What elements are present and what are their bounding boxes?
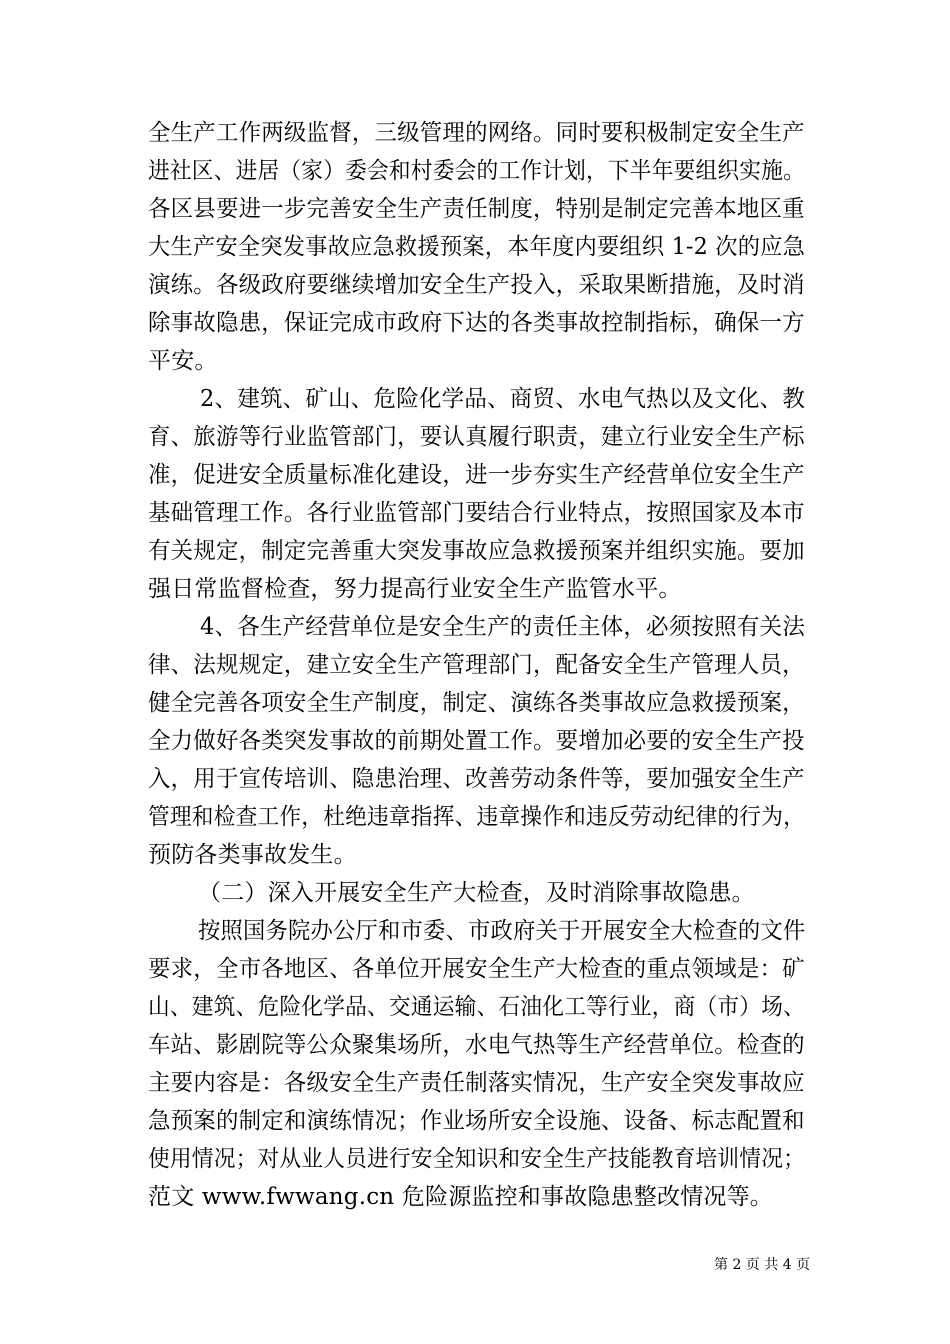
text-line: 要求，全市各地区、各单位开展安全生产大检查的重点领域是：矿 bbox=[148, 956, 805, 982]
text-line: 范文 www.fwwang.cn 危险源监控和事故隐患整改情况等。 bbox=[148, 1184, 774, 1210]
text-line: 有关规定，制定完善重大突发事故应急救援预案并组织实施。要加 bbox=[148, 538, 805, 564]
text-line: 各区县要进一步完善安全生产责任制度，特别是制定完善本地区重 bbox=[148, 196, 805, 222]
text-line: 预防各类事故发生。 bbox=[148, 842, 357, 868]
text-line: 入，用于宣传培训、隐患治理、改善劳动条件等，要加强安全生产 bbox=[148, 766, 805, 792]
text-line: 主要内容是：各级安全生产责任制落实情况，生产安全突发事故应 bbox=[148, 1070, 805, 1096]
text-line: 强日常监督检查，努力提高行业安全生产监管水平。 bbox=[148, 576, 682, 602]
text-line: 律、法规规定，建立安全生产管理部门，配备安全生产管理人员， bbox=[148, 652, 805, 678]
text-line: 全生产工作两级监督，三级管理的网络。同时要积极制定安全生产 bbox=[148, 120, 805, 146]
paragraph-start-line: 4、各生产经营单位是安全生产的责任主体，必须按照有关法 bbox=[200, 614, 806, 640]
text-line: 基础管理工作。各行业监管部门要结合行业特点，按照国家及本市 bbox=[148, 500, 805, 526]
page-number: 第 2 页 共 4 页 bbox=[714, 1257, 811, 1273]
text-line: 车站、影剧院等公众聚集场所，水电气热等生产经营单位。检查的 bbox=[148, 1032, 805, 1058]
text-line: 大生产安全突发事故应急救援预案，本年度内要组织 1-2 次的应急 bbox=[148, 234, 806, 260]
text-line: 平安。 bbox=[148, 348, 218, 374]
paragraph-start-line: 按照国务院办公厅和市委、市政府关于开展安全大检查的文件 bbox=[198, 918, 806, 944]
text-line: 健全完善各项安全生产制度，制定、演练各类事故应急救援预案， bbox=[148, 690, 805, 716]
text-line: 进社区、进居（家）委会和村委会的工作计划，下半年要组织实施。 bbox=[148, 158, 805, 184]
section-heading: （二）深入开展安全生产大检查，及时消除事故隐患。 bbox=[198, 880, 755, 906]
text-line: 管理和检查工作，杜绝违章指挥、违章操作和违反劳动纪律的行为， bbox=[148, 804, 805, 830]
text-line: 除事故隐患，保证完成市政府下达的各类事故控制指标，确保一方 bbox=[148, 310, 805, 336]
text-line: 育、旅游等行业监管部门，要认真履行职责，建立行业安全生产标 bbox=[148, 424, 805, 450]
text-line: 急预案的制定和演练情况；作业场所安全设施、设备、标志配置和 bbox=[148, 1108, 805, 1134]
text-line: 演练。各级政府要继续增加安全生产投入，采取果断措施，及时消 bbox=[148, 272, 805, 298]
text-line: 山、建筑、危险化学品、交通运输、石油化工等行业，商（市）场、 bbox=[148, 994, 805, 1020]
paragraph-start-line: 2、建筑、矿山、危险化学品、商贸、水电气热以及文化、教 bbox=[200, 386, 806, 412]
text-line: 准，促进安全质量标准化建设，进一步夯实生产经营单位安全生产 bbox=[148, 462, 805, 488]
text-line: 全力做好各类突发事故的前期处置工作。要增加必要的安全生产投 bbox=[148, 728, 805, 754]
text-line: 使用情况；对从业人员进行安全知识和安全生产技能教育培训情况； bbox=[148, 1146, 805, 1172]
